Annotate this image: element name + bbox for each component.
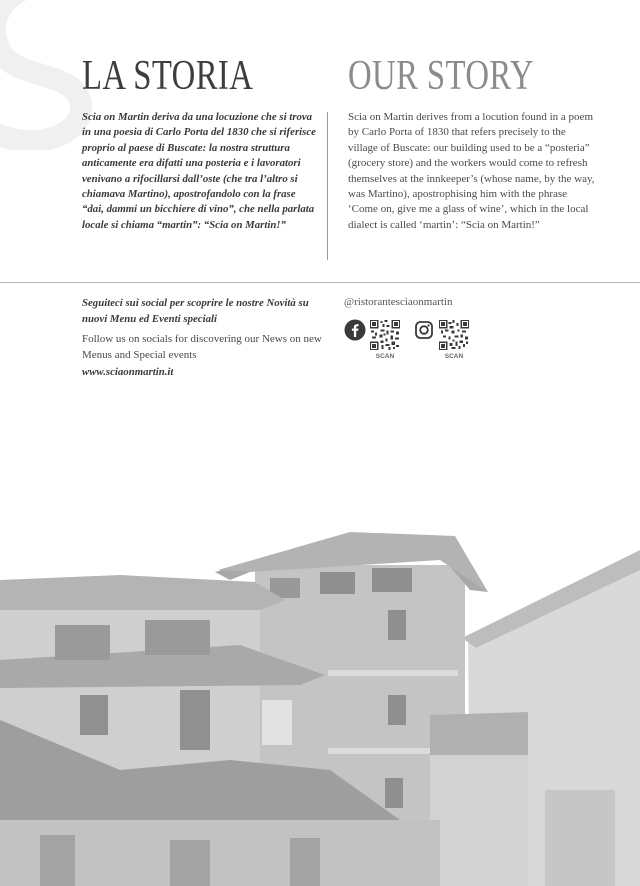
column-divider — [327, 112, 328, 260]
scan-label-instagram: SCAN — [444, 353, 464, 360]
social-handle: @ristorantesciaonmartin — [344, 296, 453, 308]
social-text-italian: Seguiteci sui social per scoprire le nostre Novità su nuovi Menu ed Eventi speciali — [82, 297, 309, 325]
social-text-english: Follow us on socials for discovering our News on new Menus and Special events — [82, 333, 322, 361]
title-english: OUR STORY — [348, 53, 534, 99]
restaurant-building-photo — [0, 520, 640, 886]
instagram-icon[interactable] — [413, 319, 435, 341]
title-italian: LA STORIA — [82, 53, 254, 99]
facebook-qr-code[interactable] — [370, 320, 400, 350]
facebook-icon[interactable] — [344, 319, 366, 341]
story-text-italian: Scia on Martin deriva da una locuzione che si trova in una poesia di Carlo Porta del 1830 che si riferisce proprio al paese di Buscate: la nostra struttura anticamente era difatti una posteria e i lavoratori venivano a rifocillarsi dall’oste (che tra l’altro si chiamava Martino), apostrofandolo con la frase “dai, dammi un bicchiere di vino”, che nella parlata locale si chiama “martin”: “Scia on Martin!” — [82, 111, 316, 231]
website-link[interactable]: www.sciaonmartin.it — [82, 366, 174, 378]
scan-label-facebook: SCAN — [375, 353, 395, 360]
section-divider — [0, 282, 640, 283]
story-text-english: Scia on Martin derives from a locution found in a poem by Carlo Porta of 1830 that refers precisely to the village of Buscate: our building used to be a “posteria” (grocery store) and the workers would come to refresh themselves at the innkeeper’s (whose name, by the way, was Martino), apostrophising him with the phrase ‘Come on, give me a glass of wine’, which in the local dialect is called ‘martin’: “Scia on Martin!” — [348, 111, 595, 231]
instagram-qr-code[interactable] — [439, 320, 469, 350]
